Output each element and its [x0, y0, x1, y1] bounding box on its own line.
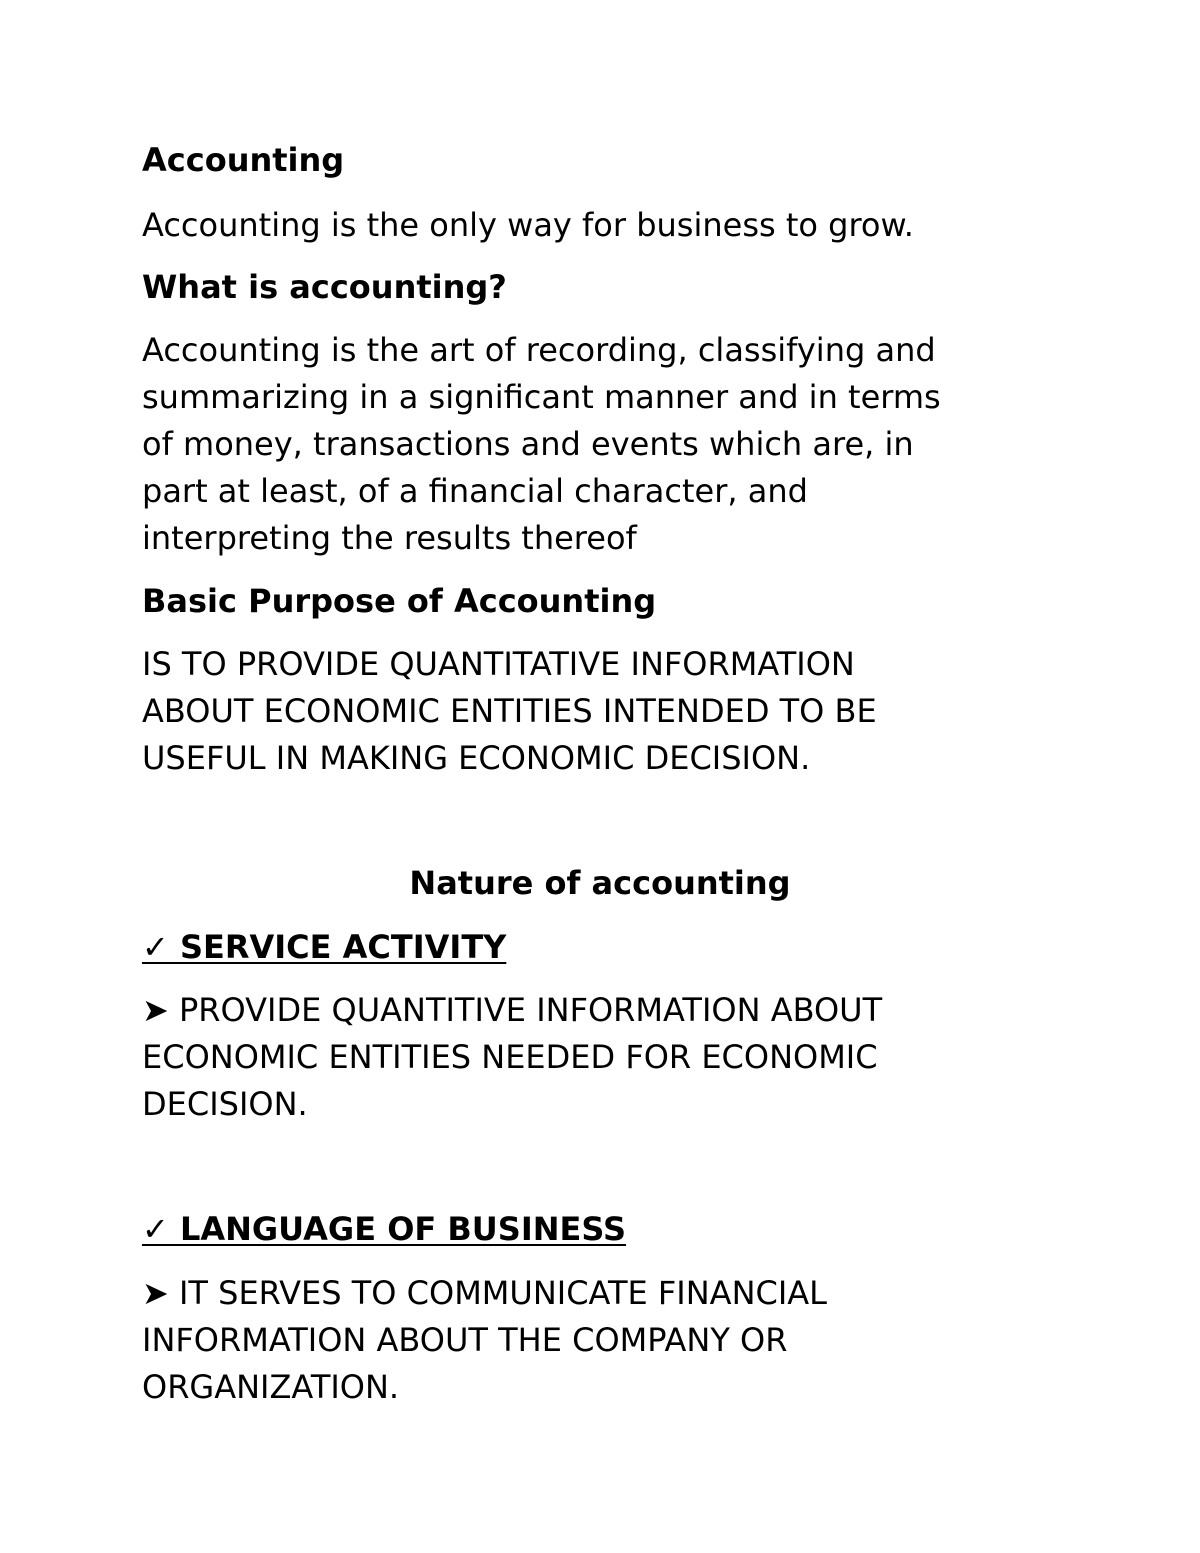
service-line: DECISION.: [142, 1085, 308, 1123]
language-of-business-heading: ✓ LANGUAGE OF BUSINESS: [142, 1210, 627, 1248]
definition-line: part at least, of a financial character, and: [142, 472, 808, 510]
service-activity-paragraph: [142, 987, 882, 1128]
what-heading: What is accounting?: [142, 268, 507, 306]
purpose-line: IS TO PROVIDE QUANTITATIVE INFORMATION: [142, 645, 855, 683]
language-line: INFORMATION ABOUT THE COMPANY OR: [142, 1321, 788, 1359]
definition-line: of money, transactions and events which are, in: [142, 425, 914, 463]
purpose-line: ABOUT ECONOMIC ENTITIES INTENDED TO BE: [142, 692, 877, 730]
language-line: ORGANIZATION.: [142, 1368, 400, 1406]
definition-paragraph: [142, 327, 941, 562]
purpose-line: USEFUL IN MAKING ECONOMIC DECISION.: [142, 739, 811, 777]
purpose-heading: Basic Purpose of Accounting: [142, 582, 657, 620]
service-line: ➤ PROVIDE QUANTITIVE INFORMATION ABOUT: [142, 991, 883, 1029]
definition-line: interpreting the results thereof: [142, 519, 637, 557]
purpose-paragraph: [142, 641, 877, 782]
service-line: ECONOMIC ENTITIES NEEDED FOR ECONOMIC: [142, 1038, 878, 1076]
intro-text: Accounting is the only way for business to grow.: [142, 206, 914, 244]
language-of-business-paragraph: [142, 1270, 827, 1411]
definition-line: summarizing in a significant manner and in terms: [142, 378, 941, 416]
service-activity-heading: ✓ SERVICE ACTIVITY: [142, 928, 507, 966]
document-title: Accounting: [142, 141, 345, 179]
nature-heading: Nature of accounting: [409, 864, 791, 902]
language-line: ➤ IT SERVES TO COMMUNICATE FINANCIAL: [142, 1274, 827, 1312]
definition-line: Accounting is the art of recording, classifying and: [142, 331, 936, 369]
